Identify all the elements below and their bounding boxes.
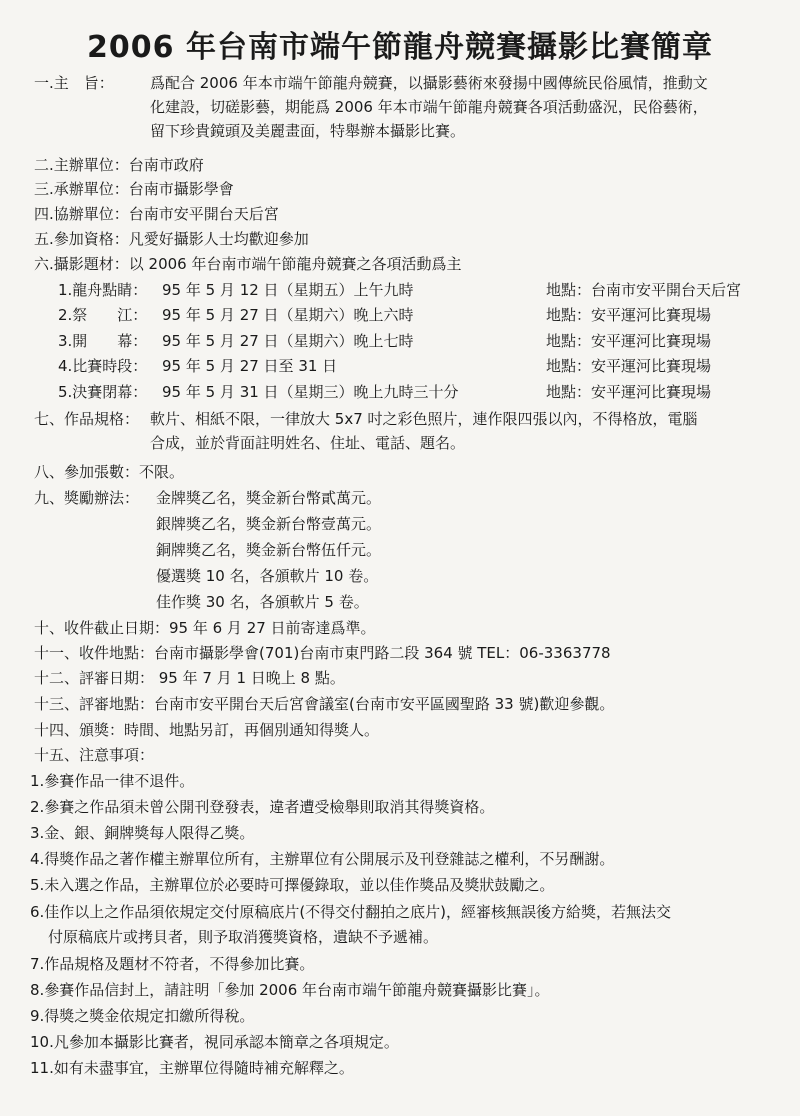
event-4-place: 地點：安平運河比賽現場	[546, 357, 712, 375]
event-5-time: 95 年 5 月 31 日（星期三）晚上九時三十分	[162, 383, 459, 401]
section-7-label: 七、作品規格：	[34, 410, 140, 428]
prize-2: 銀牌獎乙名，獎金新台幣壹萬元。	[156, 515, 382, 533]
section-15-label: 十五、注意事項：	[34, 746, 155, 764]
event-5-name: 5.決賽閉幕：	[58, 383, 148, 401]
prize-1: 金牌獎乙名，獎金新台幣貳萬元。	[156, 489, 382, 507]
note-8: 8.參賽作品信封上，請註明「參加 2006 年台南市端午節龍舟競賽攝影比賽」。	[30, 981, 550, 999]
section-9-label: 九、獎勵辦法：	[34, 489, 140, 507]
section-7-line-1: 軟片、相紙不限，一律放大 5x7 吋之彩色照片，連作限四張以內，不得格放，電腦	[150, 410, 698, 428]
section-1-label: 一.主 旨：	[34, 74, 114, 92]
event-2-time: 95 年 5 月 27 日（星期六）晚上六時	[162, 306, 414, 324]
section-13: 十三、評審地點：台南市安平開台天后宮會議室(台南市安平區國聖路 33 號)歡迎參觀。	[34, 695, 615, 713]
section-7-line-2: 合成，並於背面註明姓名、住址、電話、題名。	[150, 434, 466, 452]
note-9: 9.得獎之獎金依規定扣繳所得稅。	[30, 1007, 255, 1025]
event-4-name: 4.比賽時段：	[58, 357, 148, 375]
note-4: 4.得獎作品之著作權主辦單位所有，主辦單位有公開展示及刊登雜誌之權利，不另酬謝。	[30, 850, 615, 868]
section-5: 五.參加資格：凡愛好攝影人士均歡迎參加	[34, 230, 309, 248]
event-4-time: 95 年 5 月 27 日至 31 日	[162, 357, 338, 375]
event-2-place: 地點：安平運河比賽現場	[546, 306, 712, 324]
note-11: 11.如有未盡事宜，主辦單位得隨時補充解釋之。	[30, 1059, 354, 1077]
prize-3: 銅牌獎乙名，獎金新台幣伍仟元。	[156, 541, 382, 559]
event-3-place: 地點：安平運河比賽現場	[546, 332, 712, 350]
document-title: 2006 年台南市端午節龍舟競賽攝影比賽簡章	[87, 30, 713, 65]
note-2: 2.參賽之作品須未曾公開刊登發表，違者遭受檢舉則取消其得獎資格。	[30, 798, 495, 816]
section-14: 十四、頒獎：時間、地點另訂，再個別通知得獎人。	[34, 721, 380, 739]
event-1-name: 1.龍舟點睛：	[58, 281, 148, 299]
section-8: 八、參加張數：不限。	[34, 463, 185, 481]
section-6: 六.攝影題材：以 2006 年台南市端午節龍舟競賽之各項活動爲主	[34, 255, 462, 273]
section-1-line-2: 化建設，切磋影藝，期能爲 2006 年本市端午節龍舟競賽各項活動盛況，民俗藝術，	[150, 98, 708, 116]
event-5-place: 地點：安平運河比賽現場	[546, 383, 712, 401]
section-10: 十、收件截止日期：95 年 6 月 27 日前寄達爲準。	[34, 619, 376, 637]
section-2: 二.主辦單位：台南市政府	[34, 156, 204, 174]
note-5: 5.未入選之作品，主辦單位於必要時可擇優錄取，並以佳作獎品及獎狀鼓勵之。	[30, 876, 555, 894]
note-10: 10.凡參加本攝影比賽者，視同承認本簡章之各項規定。	[30, 1033, 399, 1051]
note-6-line-1: 6.佳作以上之作品須依規定交付原稿底片(不得交付翻拍之底片)，經審核無誤後方給獎，若無法交	[30, 903, 672, 921]
section-11: 十一、收件地點：台南市攝影學會(701)台南市東門路二段 364 號 TEL：06-3363778	[34, 644, 611, 662]
note-1: 1.參賽作品一律不退件。	[30, 772, 195, 790]
note-3: 3.金、銀、銅牌獎每人限得乙獎。	[30, 824, 255, 842]
prize-4: 優選獎 10 名，各頒軟片 10 卷。	[156, 567, 379, 585]
section-1-line-1: 爲配合 2006 年本市端午節龍舟競賽，以攝影藝術來發揚中國傳統民俗風情，推動文	[150, 74, 708, 92]
section-1-line-3: 留下珍貴鏡頭及美麗畫面，特舉辦本攝影比賽。	[150, 122, 466, 140]
event-3-name: 3.開 幕：	[58, 332, 148, 350]
event-1-time: 95 年 5 月 12 日（星期五）上午九時	[162, 281, 414, 299]
section-4: 四.協辦單位：台南市安平開台天后宮	[34, 205, 279, 223]
section-3: 三.承辦單位：台南市攝影學會	[34, 180, 234, 198]
section-12: 十二、評審日期： 95 年 7 月 1 日晚上 8 點。	[34, 669, 345, 687]
event-3-time: 95 年 5 月 27 日（星期六）晚上七時	[162, 332, 414, 350]
event-1-place: 地點：台南市安平開台天后宮	[546, 281, 742, 299]
event-2-name: 2.祭 江：	[58, 306, 148, 324]
note-6-line-2: 付原稿底片或拷貝者，則予取消獲獎資格，遺缺不予遞補。	[48, 928, 439, 946]
note-7: 7.作品規格及題材不符者，不得參加比賽。	[30, 955, 315, 973]
prize-5: 佳作獎 30 名，各頒軟片 5 卷。	[156, 593, 369, 611]
